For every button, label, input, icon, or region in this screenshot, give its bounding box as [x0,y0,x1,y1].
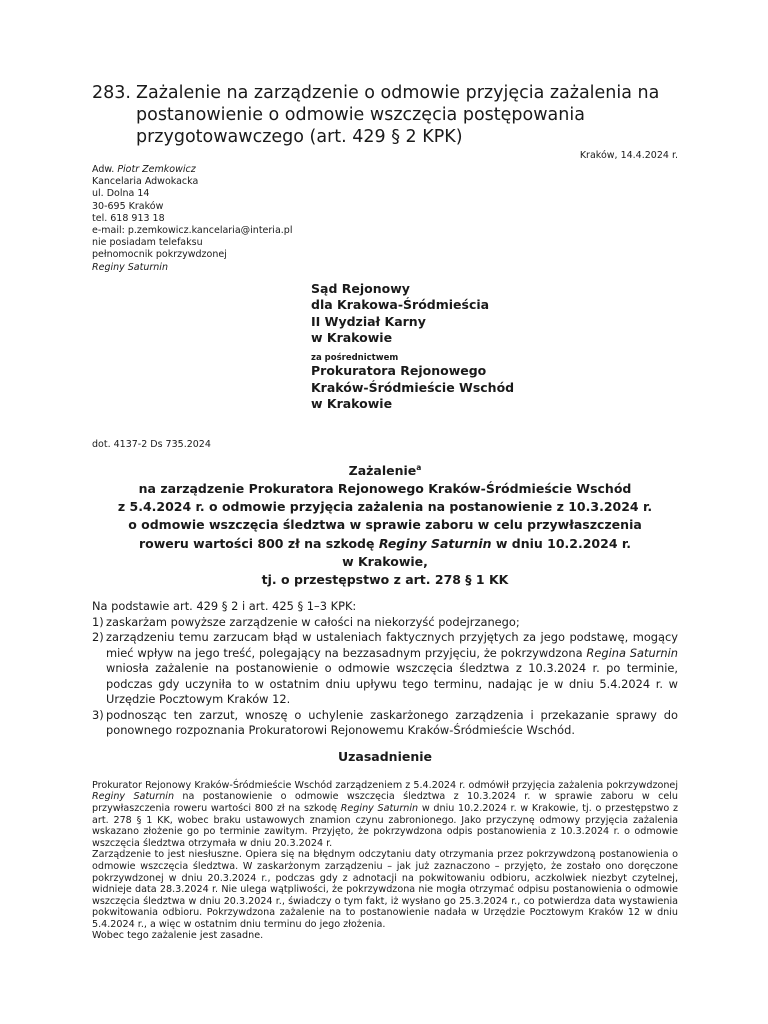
court-line: w Krakowie [311,330,393,346]
demand-text-part: wniosła zażalenie na postanowienie o odmowie wszczęcia śledztwa z 10.3.2024 r. po terminie, podczas gdy uczyniła to w ostatnim dniu upływu tego terminu, nadając je w dniu 5.4.2024 r. w Urzędzie Pocztowym Kraków 12. [106,661,678,707]
complaint-line-name: Reginy Saturnin [378,535,492,551]
complaint-line: tj. o przestępstwo z art. 278 § 1 KK [261,572,509,588]
sender-line: Kancelaria Adwokacka [92,176,199,188]
document-page [92,82,678,942]
sender-line: pełnomocnik pokrzywdzonej [92,249,227,261]
demand-item [92,630,678,708]
title-number: 283. [92,83,131,103]
justification-text [92,780,678,942]
justification-segment: w dniu 10.2.2024 r. w Krakowie, tj. o przestępstwo z art. 278 § 1 KK, wobec braku ustawowych znamion czynu zabronionego. Jako przyczynę odmowy przyjęcia zażalenia wskazano złożenie go po terminie zawitym. Przyjęto, że pokrzywdzona odpis postanowienia z 10.3.2024 r. o odmowie wszczęcia śledztwa otrzymała w dniu 20.3.2024 r. [92,802,678,849]
court-line: dla Krakowa-Śródmieścia [311,297,490,313]
sender-name: Piotr Zemkowicz [117,164,196,175]
sender-name-line [92,164,678,176]
demand-marker: 2) [92,630,104,645]
title-text: Zażalenie na zarządzenie o odmowie przyjęcia zażalenia na postanowienie o odmowie wszczęcia postępowania przygotowawczego (art. 429 § 2 KPK) [136,83,660,147]
footnote-mark: a [416,462,422,472]
demand-text: podnosząc ten zarzut, wnoszę o uchylenie zaskarżonego zarządzenia i przekazanie sprawy do ponownego rozpoznania Prokuratorowi Rejonowemu Kraków-Śródmieście Wschód. [106,707,678,738]
justification-segment: na postanowienie o odmowie wszczęcia śledztwa z 10.3.2024 r. w sprawie zaboru w celu przywłaszczenia roweru wartości 800 zł na szkodę [92,791,678,814]
complaint-line [92,535,678,553]
prosecutor-line: Prokuratora Rejonowego [311,363,487,379]
justification-name: Reginy Saturnin [92,791,175,803]
demand-text-name: Regina Saturnin [586,645,678,660]
justification-paragraph [92,780,678,850]
complaint-heading [92,459,678,480]
sender-line: 30-695 Kraków [92,200,164,212]
prosecutor-line: Kraków-Śródmieście Wschód [311,379,515,395]
sender-line: nie posiadam telefaksu [92,237,203,249]
demand-marker: 3) [92,707,104,722]
complaint-line-part: roweru wartości 800 zł na szkodę [138,535,379,551]
sender-client: Reginy Saturnin [92,261,168,273]
demand-text-part: zarządzeniu temu zarzucam błąd w ustaleniach faktycznych przyjętych za jego podstawę, mogący mieć wpływ na jego treść, polegający na bezzasadnym przyjęciu, że pokrzywdzona [106,630,678,660]
demand-item [92,708,678,739]
justification-segment: Prokurator Rejonowy Kraków-Śródmieście Wschód zarządzeniem z 5.4.2024 r. odmówił przyjęcia zażalenia pokrzywdzonej [92,779,678,791]
demand-text [106,630,678,708]
complaint-line: na zarządzenie Prokuratora Rejonowego Kraków-Śródmieście Wschód [138,481,632,497]
sender-line: ul. Dolna 14 [92,188,150,200]
sender-prefix: Adw. [92,164,118,175]
justification-paragraph [92,849,678,930]
complaint-line: w Krakowie, [342,553,428,569]
demand-text: zaskarżam powyższe zarządzenie w całości na niekorzyść podejrzanego; [106,614,520,629]
complaint-body [92,599,678,739]
complaint-line-part: w dniu 10.2.2024 r. [491,535,631,551]
sender-line: tel. 618 913 18 [92,212,165,224]
document-date: Kraków, 14.4.2024 r. [579,150,678,161]
sender-block [92,164,678,274]
demands-list [92,615,678,739]
via-label: za pośrednictwem [311,353,399,364]
justification-segment: Zarządzenie to jest niesłuszne. Opiera się na błędnym odczytaniu daty otrzymania przez pokrzywdzoną postanowienia o odmowie wszczęcia śledztwa. W zaskarżonym zarządzeniu – jak już zaznaczono – przyjęto, że zostało ono doręczone pokrzywdzonej w dniu 20.3.2024 r., podczas gdy z adnotacji na pokwitowaniu odbioru, aczkolwiek niezbyt czytelnej, widnieje data 28.3.2024 r. Nie ulega wątpliwości, że pokrzywdzona nie mogła otrzymać odpisu postanowienia o odmowie wszczęcia śledztwa w dniu 20.3.2024 r., świadczy o tym fakt, iż wysłano go 25.3.2024 r., co potwierdza data wystawienia pokwitowania odbioru. Pokrzywdzona zażalenie na to postanowienie nadała w Urzędzie Pocztowym Kraków 12 w dniu 5.4.2024 r., a więc w ostatnim dniu terminu do jego złożenia. [92,849,678,930]
prosecutor-line: w Krakowie [311,396,393,412]
document-title [92,82,678,148]
complaint-heading-text: Zażalenie [348,462,417,478]
demand-marker: 1) [92,614,104,629]
court-line: II Wydział Karny [311,313,426,329]
justification-paragraph [92,930,678,942]
complaint-line: o odmowie wszczęcia śledztwa w sprawie zaboru w celu przywłaszczenia [128,517,642,533]
demand-item [92,615,678,631]
sender-line: e-mail: p.zemkowicz.kancelaria@interia.pl [92,225,293,237]
complaint-line: z 5.4.2024 r. o odmowie przyjęcia zażalenia na postanowienie z 10.3.2024 r. [117,499,653,515]
complaint-heading-block [92,459,678,590]
addressee-block [311,281,678,413]
justification-segment: Wobec tego zażalenie jest zasadne. [92,930,264,942]
justification-heading: Uzasadnienie [337,748,432,764]
justification-name: Reginy Saturnin [340,802,419,814]
body-intro: Na podstawie art. 429 § 2 i art. 425 § 1–3 KPK: [92,599,357,614]
court-line: Sąd Rejonowy [311,280,410,296]
case-reference: dot. 4137-2 Ds 735.2024 [92,438,211,450]
